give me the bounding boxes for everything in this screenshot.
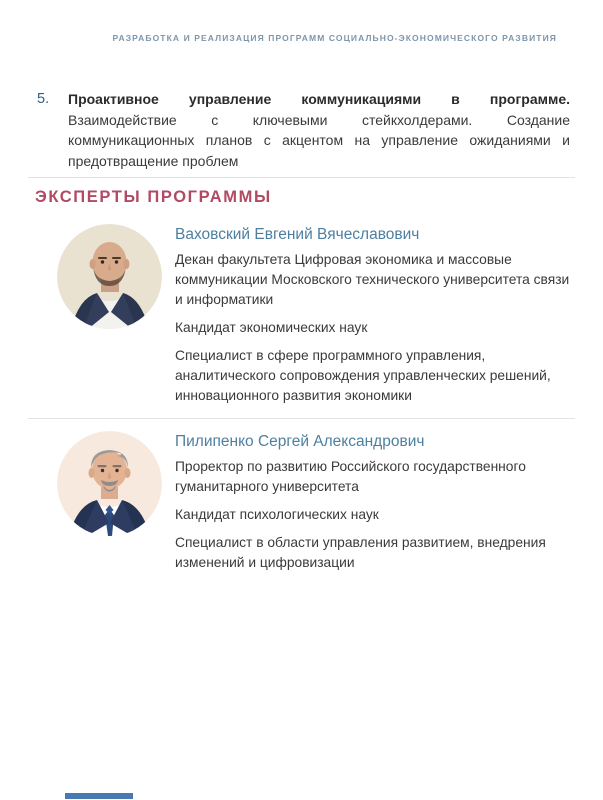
- list-item-5: [37, 89, 570, 171]
- expert-name: Ваховский Евгений Вячеславович: [175, 226, 420, 243]
- list-item-lead: Проактивное управление коммуникациями в программе.: [68, 91, 570, 107]
- expert-position: Декан факультета Цифровая экономика и массовые коммуникации Московского технического университета связи и информатики: [175, 252, 570, 307]
- running-head: РАЗРАБОТКА И РЕАЛИЗАЦИЯ ПРОГРАММ СОЦИАЛЬНО-ЭКОНОМИЧЕСКОГО РАЗВИТИЯ: [112, 33, 557, 43]
- expert-info-pilipenko: [175, 431, 570, 581]
- expert-card-vakhovsky: [57, 224, 570, 414]
- expert-name: Пилипенко Сергей Александрович: [175, 433, 425, 450]
- expert-photo-vakhovsky: [57, 224, 162, 329]
- list-item-text: [68, 89, 570, 171]
- list-item-number: 5.: [37, 91, 50, 107]
- portrait-vakhovsky-image: [57, 224, 162, 329]
- expert-photo-pilipenko: [57, 431, 162, 536]
- expert-specialty: Специалист в сфере программного управления, аналитического сопровождения управленческих решений, инновационного развития экономики: [175, 348, 551, 403]
- expert-degree: Кандидат экономических наук: [175, 320, 368, 335]
- experts-divider: [28, 418, 575, 419]
- portrait-pilipenko-image: [57, 431, 162, 536]
- expert-card-pilipenko: [57, 431, 570, 581]
- footer-accent-bar: [65, 793, 133, 799]
- expert-degree: Кандидат психологических наук: [175, 507, 379, 522]
- expert-specialty: Специалист в области управления развитием, внедрения изменений и цифровизации: [175, 535, 546, 570]
- section-title: ЭКСПЕРТЫ ПРОГРАММЫ: [35, 188, 272, 206]
- expert-info-vakhovsky: [175, 224, 570, 414]
- expert-position: Проректор по развитию Российского государственного гуманитарного университета: [175, 459, 526, 494]
- list-item-rest: Взаимодействие с ключевыми стейкхолдерами. Создание коммуникационных планов с акцентом на управление ожиданиями и предотвращение проблем: [68, 111, 570, 169]
- section-divider: [28, 177, 575, 178]
